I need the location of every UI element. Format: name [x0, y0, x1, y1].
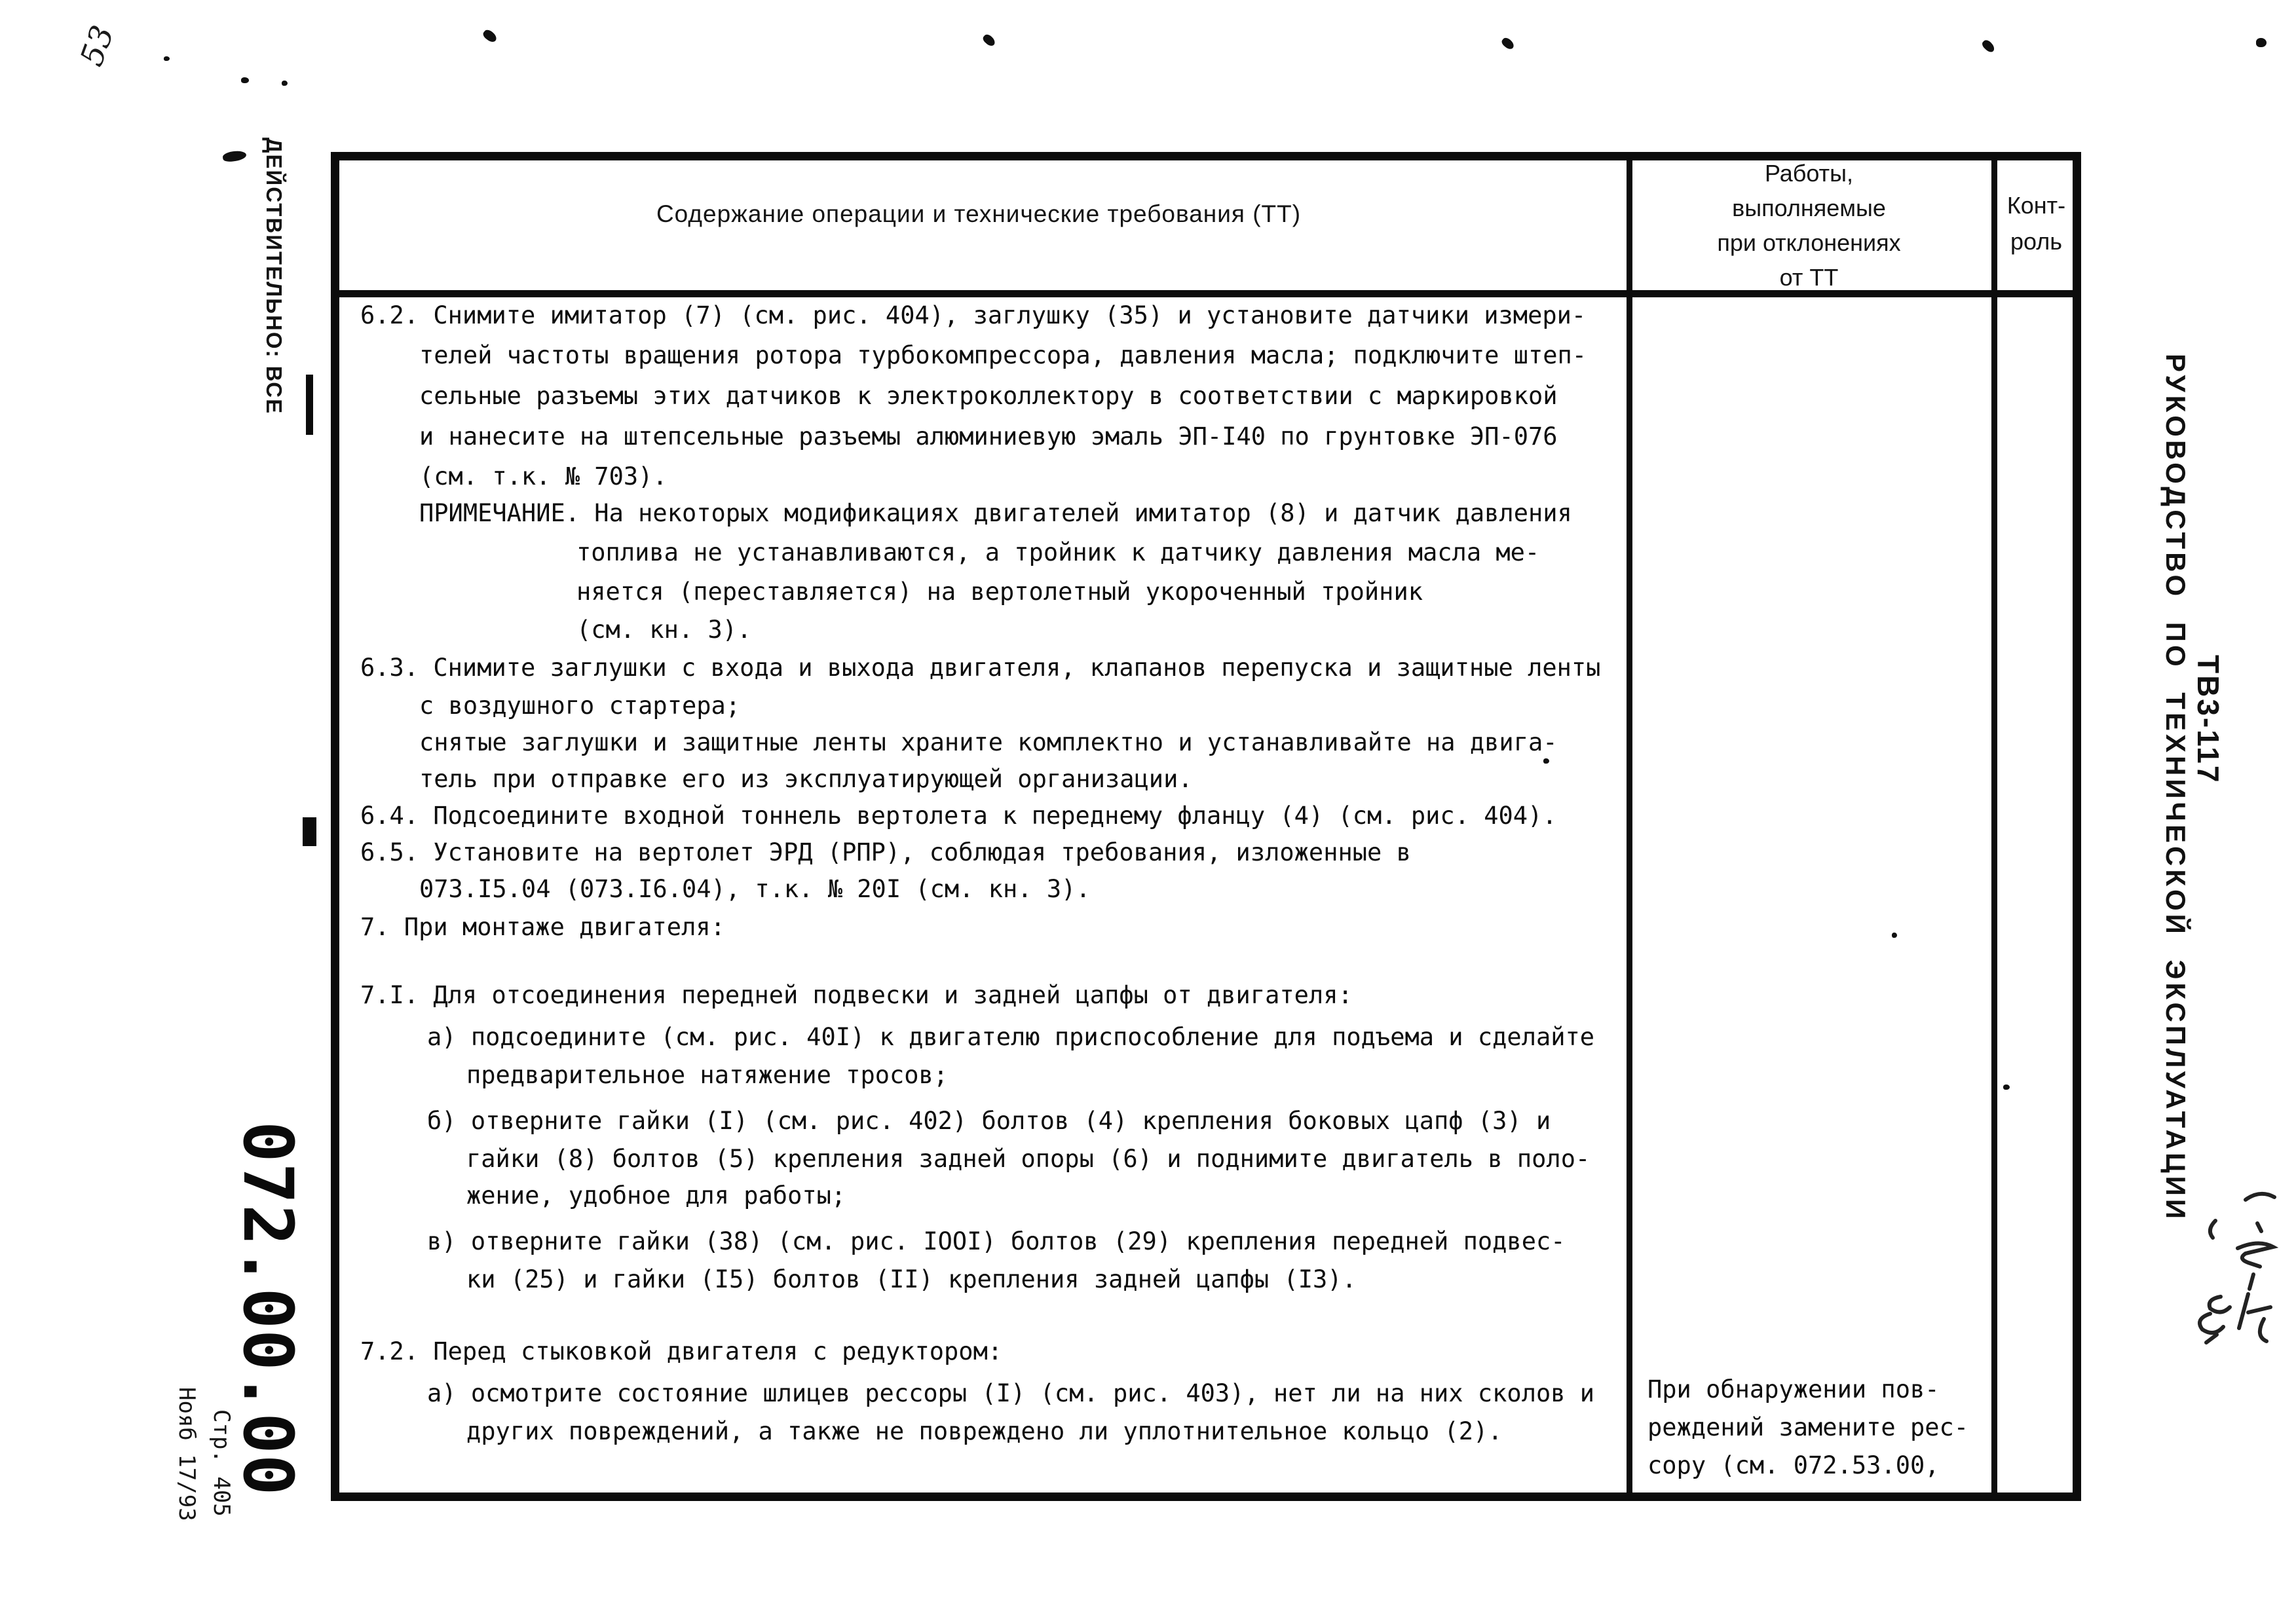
column-divider-operations-deviations: [1627, 160, 1632, 1492]
operation-text-line: 7. При монтаже двигателя:: [360, 913, 725, 941]
operation-text-line: ки (25) и гайки (I5) болтов (II) крепления задней цапфы (I3).: [466, 1265, 1357, 1293]
operation-text-line: 6.5. Установите на вертолет ЭРД (РПР), соблюдая требования, изложенные в: [360, 838, 1411, 866]
operation-text-line: с воздушного стартера;: [419, 692, 741, 720]
scan-speck: [241, 77, 249, 83]
column-header-operations: Содержание операции и технические требования (ТТ): [656, 200, 1302, 227]
operation-text-line: жение, удобное для работы;: [466, 1181, 846, 1210]
column-header-deviations-line: при отклонениях: [1717, 229, 1901, 256]
scan-speck: [981, 33, 997, 48]
registration-mark: [303, 817, 316, 846]
operation-text-line: 6.2. Снимите имитатор (7) (см. рис. 404), заглушку (35) и установите датчики измери-: [360, 301, 1587, 329]
operation-text-line: няется (переставляется) на вертолетный укороченный тройник: [576, 578, 1423, 606]
deviation-text-line: сору (см. 072.53.00,: [1647, 1451, 1940, 1479]
operation-text-line: других повреждений, а также не повреждено ли уплотнительное кольцо (2).: [466, 1417, 1503, 1445]
column-header-deviations-line: Работы,: [1764, 160, 1854, 187]
operation-text-line: 073.I5.04 (073.I6.04), т.к. № 20I (см. кн. 3).: [419, 875, 1091, 903]
engine-model-label: ТВ3-117: [2191, 655, 2225, 785]
scan-speck: [1980, 38, 1996, 54]
column-header-deviations: [1627, 156, 1991, 295]
revision-date-label: Нояб 17/93: [174, 1387, 200, 1521]
operation-text-line: телей частоты вращения ротора турбокомпрессора, давления масла; подключите штеп-: [419, 341, 1587, 369]
operation-text-line: в) отверните гайки (38) (см. рис. IООI) болтов (29) крепления передней подвес-: [427, 1227, 1566, 1255]
operation-text-line: и нанесите на штепсельные разъемы алюминиевую эмаль ЭП-I40 по грунтовке ЭП-076: [419, 422, 1558, 451]
scan-speck: [2256, 38, 2267, 47]
manual-title-label: РУКОВОДСТВО ПО ТЕХНИЧЕСКОЙ ЭКСПЛУАТАЦИИ: [2160, 354, 2191, 1223]
handwritten-page-number: 53: [73, 20, 122, 71]
scan-speck: [481, 28, 499, 45]
operation-text-line: сельные разъемы этих датчиков к электроколлектору в соответствии с маркировкой: [419, 382, 1558, 410]
column-header-control: [1991, 187, 2081, 259]
handwritten-annotation: [2180, 1191, 2296, 1367]
chapter-code-label: 072.00.00: [228, 1121, 308, 1496]
operation-text-line: (см. т.к. № 703).: [419, 462, 668, 491]
operation-text-line: тель при отправке его из эксплуатирующей организации.: [419, 765, 1193, 793]
column-header-control-line: роль: [2010, 228, 2062, 255]
scan-speck: [222, 150, 247, 163]
operation-text-line: а) осмотрите состояние шлицев рессоры (I) (см. рис. 403), нет ли на них сколов и: [427, 1379, 1595, 1407]
operation-text-line: снятые заглушки и защитные ленты храните комплектно и устанавливайте на двига-: [419, 728, 1558, 756]
operation-text-line: 6.4. Подсоедините входной тоннель вертолета к переднему фланцу (4) (см. рис. 404).: [360, 802, 1557, 830]
scan-speck: [1543, 758, 1549, 764]
validity-stamp-label: ДЕЙСТВИТЕЛЬНО: ВСЕ: [262, 138, 286, 415]
column-divider-deviations-control: [1991, 160, 1997, 1492]
page-reference-label: Стр. 405: [208, 1409, 235, 1517]
deviation-text-line: При обнаружении пов-: [1647, 1375, 1940, 1403]
operation-text-line: топлива не устанавливаются, а тройник к датчику давления масла ме-: [576, 538, 1540, 566]
operation-text-line: 6.3. Снимите заглушки с входа и выхода двигателя, клапанов перепуска и защитные ленты: [360, 654, 1601, 682]
scan-speck: [2003, 1085, 2010, 1090]
operation-text-line: (см. кн. 3).: [576, 616, 752, 644]
operation-text-line: 7.I. Для отсоединения передней подвески и задней цапфы от двигателя:: [360, 981, 1353, 1009]
scan-speck: [1500, 36, 1516, 51]
scan-speck: [164, 56, 170, 61]
registration-mark: [306, 375, 313, 435]
operation-text-line: гайки (8) болтов (5) крепления задней опоры (6) и поднимите двигатель в поло-: [466, 1145, 1590, 1173]
scan-speck: [1892, 933, 1897, 938]
column-header-deviations-line: от ТТ: [1779, 264, 1839, 291]
operation-text-line: а) подсоедините (см. рис. 40I) к двигателю приспособление для подъема и сделайте: [427, 1023, 1595, 1051]
operation-text-line: предварительное натяжение тросов;: [466, 1061, 949, 1089]
column-header-deviations-line: выполняемые: [1732, 195, 1886, 221]
operation-text-line: 7.2. Перед стыковкой двигателя с редуктором:: [360, 1337, 1003, 1365]
scan-speck: [282, 81, 288, 86]
operation-text-line: ПРИМЕЧАНИЕ. На некоторых модификациях двигателей имитатор (8) и датчик давления: [419, 499, 1572, 527]
operation-text-line: б) отверните гайки (I) (см. рис. 402) болтов (4) крепления боковых цапф (3) и: [427, 1107, 1551, 1135]
deviation-text-line: реждений замените рес-: [1647, 1413, 1969, 1441]
column-header-control-line: Конт-: [2006, 192, 2066, 219]
